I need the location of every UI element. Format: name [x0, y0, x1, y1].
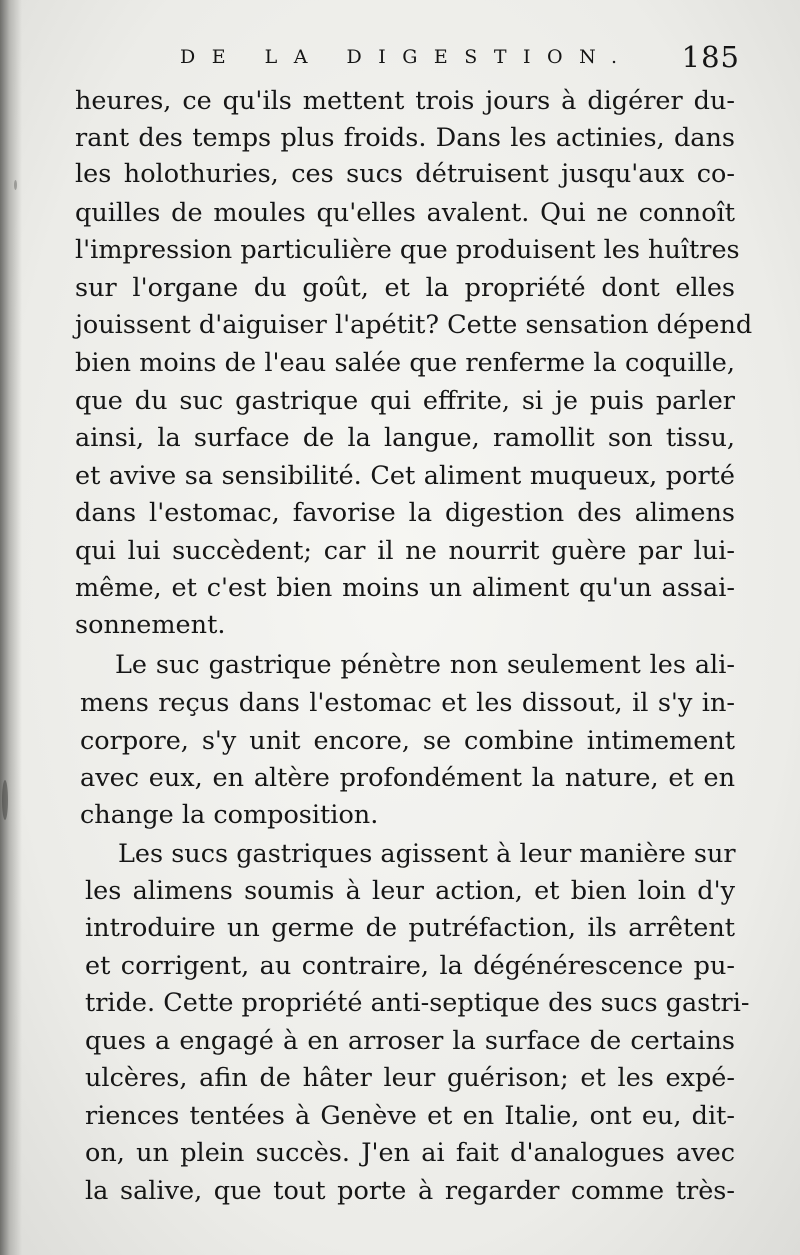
- text-line: l'impression particulière que produisent les huîtres: [75, 235, 740, 265]
- text-line: tride. Cette propriété anti-septique des sucs gastri-: [85, 988, 750, 1018]
- text-line: riences tentées à Genève et en Italie, ont eu, dit-: [85, 1101, 735, 1131]
- text-line: change la composition.: [80, 800, 379, 830]
- text-line: mens reçus dans l'estomac et les dissout, il s'y in-: [80, 688, 735, 718]
- text-line: heures, ce qu'ils mettent trois jours à digérer du-: [75, 86, 735, 116]
- text-line: les holothuries, ces sucs détruisent jusqu'aux co-: [75, 159, 735, 189]
- text-line: Le suc gastrique pénètre non seulement les ali-: [115, 650, 735, 680]
- text-line: Les sucs gastriques agissent à leur manière sur: [118, 839, 736, 869]
- text-line: qui lui succèdent; car il ne nourrit guère par lui-: [75, 536, 735, 566]
- page-number: 185: [681, 40, 740, 74]
- text-line: les alimens soumis à leur action, et bien loin d'y: [85, 876, 735, 906]
- text-line: sonnement.: [75, 610, 226, 640]
- page-edge-speck: [14, 180, 17, 190]
- text-line: rant des temps plus froids. Dans les actinies, dans: [75, 123, 735, 153]
- text-line: sur l'organe du goût, et la propriété dont elles: [75, 273, 735, 303]
- text-line: avec eux, en altère profondément la nature, et en: [80, 763, 735, 793]
- text-line: et avive sa sensibilité. Cet aliment muqueux, porté: [75, 461, 735, 491]
- text-line: dans l'estomac, favorise la digestion des alimens: [75, 498, 735, 528]
- text-line: jouissent d'aiguiser l'apétit? Cette sensation dépend: [75, 310, 753, 340]
- running-head-title: DE LA DIGESTION.: [180, 46, 634, 68]
- text-line: ainsi, la surface de la langue, ramollit son tissu,: [75, 423, 735, 453]
- page-edge-speck: [2, 780, 8, 820]
- text-line: que du suc gastrique qui effrite, si je puis parler: [75, 386, 735, 416]
- text-line: même, et c'est bien moins un aliment qu'un assai-: [75, 573, 735, 603]
- text-line: corpore, s'y unit encore, se combine intimement: [80, 726, 735, 756]
- text-line: on, un plein succès. J'en ai fait d'analogues avec: [85, 1138, 735, 1168]
- running-head: [180, 40, 740, 80]
- text-line: quilles de moules qu'elles avalent. Qui ne connoît: [75, 198, 735, 228]
- text-line: la salive, que tout porte à regarder comme très-: [85, 1176, 735, 1206]
- text-line: et corrigent, au contraire, la dégénérescence pu-: [85, 951, 735, 981]
- text-line: ulcères, afin de hâter leur guérison; et les expé-: [85, 1063, 735, 1093]
- gutter-shadow: [0, 0, 22, 1255]
- text-line: introduire un germe de putréfaction, ils arrêtent: [85, 913, 735, 943]
- text-line: bien moins de l'eau salée que renferme la coquille,: [75, 348, 735, 378]
- text-line: ques a engagé à en arroser la surface de certains: [85, 1026, 735, 1056]
